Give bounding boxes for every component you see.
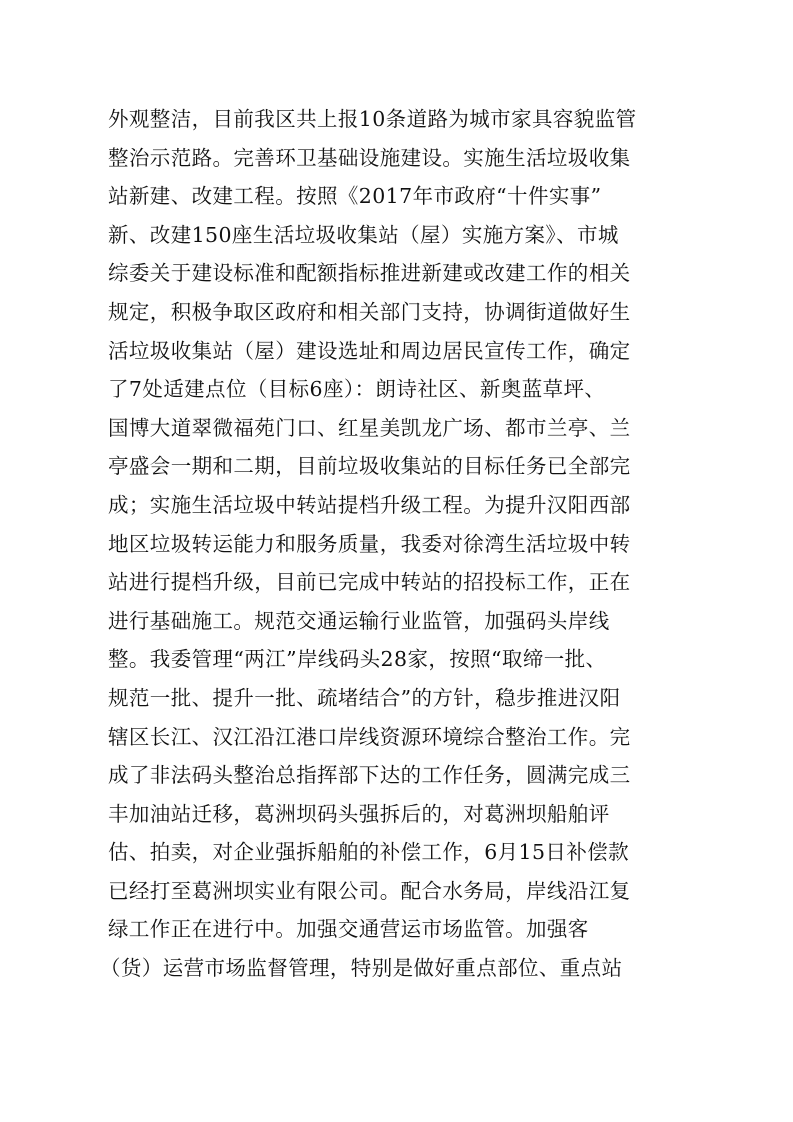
text-line: 规范一批、提升一批、疏堵结合”的方针，稳步推进汉阳 [108,685,621,710]
text-line: 整。我委管理“两江”岸线码头28家，按照“取缔一批、 [108,647,607,672]
text-line: 绿工作正在进行中。加强交通营运市场监管。加强客 [108,917,589,942]
text-line: 站进行提档升级，目前已完成中转站的招投标工作，正在 [108,570,631,595]
text-line: （货）运营市场监督管理，特别是做好重点部位、重点站 [100,956,623,981]
body-text [100,100,708,988]
text-line: 新、改建150座生活垃圾收集站（屋）实施方案》、市城 [108,222,619,247]
text-line: 估、拍卖，对企业强拆船舶的补偿工作，6月15日补偿款 [108,840,630,865]
text-line: 站新建、改建工程。按照《2017年市政府“十件实事” [108,184,602,209]
text-line: 国博大道翠微福苑门口、红星美凯龙广场、都市兰亭、兰 [108,415,631,440]
text-line: 已经打至葛洲坝实业有限公司。配合水务局，岸线沿江复 [108,878,631,903]
text-line: 成了非法码头整治总指挥部下达的工作任务，圆满完成三 [108,763,631,788]
text-line: 外观整洁，目前我区共上报10条道路为城市家具容貌监管 [108,107,637,131]
text-line: 地区垃圾转运能力和服务质量，我委对徐湾生活垃圾中转 [108,531,631,556]
text-line: 成；实施生活垃圾中转站提档升级工程。为提升汉阳西部 [108,492,631,517]
text-line: 辖区长江、汉江沿江港口岸线资源环境综合整治工作。完 [108,724,631,749]
text-line: 亭盛会一期和二期，目前垃圾收集站的目标任务已全部完 [108,454,631,479]
text-line: 了7处适建点位（目标6座）：朗诗社区、新奥蓝草坪、 [108,377,606,402]
text-line: 规定，积极争取区政府和相关部门支持，协调街道做好生 [108,299,631,324]
text-line: 丰加油站迁移，葛洲坝码头强拆后的，对葛洲坝船舶评 [108,801,610,826]
text-line: 进行基础施工。规范交通运输行业监管，加强码头岸线 [108,608,610,633]
text-line: 整治示范路。完善环卫基础设施建设。实施生活垃圾收集 [108,145,631,170]
text-line: 活垃圾收集站（屋）建设选址和周边居民宣传工作，确定 [108,338,631,363]
text-line: 综委关于建设标准和配额指标推进新建或改建工作的相关 [108,261,631,286]
